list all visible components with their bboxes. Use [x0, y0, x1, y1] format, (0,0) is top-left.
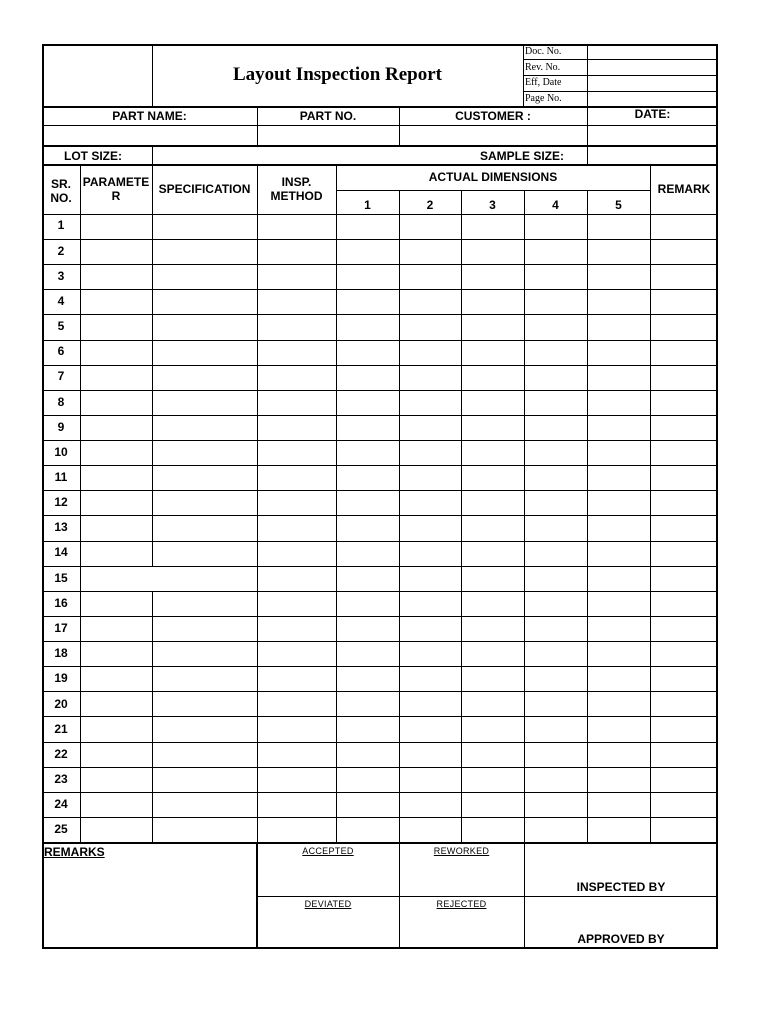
dim-col-1-header: 1 [364, 198, 371, 212]
col-line-spec [257, 165, 258, 949]
row-number: 2 [57, 244, 65, 258]
col-actual-dimensions-header: ACTUAL DIMENSIONS [428, 170, 558, 184]
col-insp-method-header [257, 175, 336, 203]
table-row-line [42, 490, 718, 491]
col-line-dim1 [399, 190, 400, 949]
date-field[interactable] [588, 126, 717, 145]
date-label: DATE: [634, 107, 671, 121]
row-number: 21 [54, 722, 68, 736]
remarks-field[interactable] [44, 862, 254, 947]
row-number: 15 [54, 571, 68, 585]
sample-size-field[interactable] [588, 147, 717, 164]
table-row-line [42, 591, 718, 592]
col-specification-header: SPECIFICATION [158, 182, 251, 196]
row-number: 22 [54, 747, 68, 761]
row-number: 14 [54, 545, 68, 559]
remarks-label: REMARKS [44, 845, 105, 859]
row-number: 7 [57, 369, 65, 383]
col-param-line1: PARAMETE [82, 175, 150, 189]
row-number: 1 [57, 218, 65, 232]
col-line-dim3 [524, 190, 525, 949]
table-row-line [42, 415, 718, 416]
table-row-line [42, 365, 718, 366]
meta-page-no-field[interactable] [588, 92, 717, 107]
meta-eff-date-field[interactable] [588, 76, 717, 91]
row-number: 20 [54, 697, 68, 711]
row-number: 12 [54, 495, 68, 509]
page-title: Layout Inspection Report [232, 64, 442, 85]
table-row-line [42, 716, 718, 717]
customer-label: CUSTOMER : [455, 109, 531, 123]
meta-doc-no-field[interactable] [588, 45, 717, 59]
sample-size-label: SAMPLE SIZE: [480, 149, 565, 163]
table-row-line [42, 566, 718, 567]
meta-rev-no-field[interactable] [588, 60, 717, 75]
lot-bottom-line [42, 164, 718, 166]
actual-dimensions-line [336, 190, 650, 191]
table-row-line [42, 289, 718, 290]
meta-rev-no-label: Rev. No. [525, 62, 561, 73]
col-line-dim4 [587, 190, 588, 843]
dim-col-2-header: 2 [426, 198, 434, 212]
table-row-line [42, 691, 718, 692]
rejected-label[interactable]: REJECTED [436, 899, 487, 909]
row-number: 13 [54, 520, 68, 534]
reworked-label[interactable]: REWORKED [433, 846, 490, 856]
table-row-line [42, 767, 718, 768]
row-number: 23 [54, 772, 68, 786]
dim-col-4-header: 4 [552, 198, 559, 212]
row-number: 8 [57, 395, 65, 409]
dim-col-3-header: 3 [489, 198, 496, 212]
meta-page-no-label: Page No. [525, 93, 562, 104]
col-insp-line1: INSP. [281, 175, 312, 189]
meta-eff-date-label: Eff, Date [525, 77, 562, 88]
col-line-dim2 [461, 190, 462, 843]
table-row-line [42, 541, 718, 542]
row-number: 11 [54, 470, 68, 484]
part-name-label: PART NAME: [112, 109, 187, 123]
lot-size-field[interactable] [153, 147, 473, 164]
col-remark-header: REMARK [657, 182, 711, 196]
row-number: 16 [54, 596, 68, 610]
table-row-line [42, 817, 718, 818]
row-number: 25 [54, 822, 68, 836]
row-number: 24 [54, 797, 68, 811]
row-number: 10 [54, 445, 68, 459]
accepted-label[interactable]: ACCEPTED [302, 846, 354, 856]
table-row-line [42, 792, 718, 793]
table-row-line [42, 616, 718, 617]
row-number: 19 [54, 671, 68, 685]
table-row-line [42, 314, 718, 315]
col-line-param-b [152, 591, 153, 843]
dim-col-5-header: 5 [615, 198, 622, 212]
approved-by-label: APPROVED BY [577, 932, 665, 946]
col-param-line2: R [111, 189, 121, 203]
col-sr-line1: SR. [50, 177, 71, 191]
row-number: 18 [54, 646, 68, 660]
table-row-line [42, 390, 718, 391]
row-number: 17 [54, 621, 68, 635]
inspected-by-label: INSPECTED BY [576, 880, 666, 894]
row-number: 5 [57, 319, 65, 333]
col-sr-header [42, 177, 80, 205]
row-number: 6 [57, 344, 65, 358]
table-row-line [42, 515, 718, 516]
deviated-label[interactable]: DEVIATED [304, 899, 352, 909]
col-parameter-header [80, 175, 152, 203]
table-row-line [42, 264, 718, 265]
part-name-field[interactable] [43, 126, 257, 145]
table-row-line [42, 440, 718, 441]
table-row-line [42, 742, 718, 743]
col-sr-line2: NO. [50, 191, 72, 205]
table-row-line [42, 239, 718, 240]
lot-size-label: LOT SIZE: [64, 149, 122, 163]
table-row-line [42, 465, 718, 466]
customer-field[interactable] [400, 126, 587, 145]
table-row-line [42, 340, 718, 341]
col-insp-line2: METHOD [270, 189, 323, 203]
part-no-label: PART NO. [299, 109, 357, 123]
row-number: 4 [57, 294, 65, 308]
row-number: 9 [57, 420, 65, 434]
table-row-line [42, 666, 718, 667]
table-header-bottom-line [42, 214, 718, 215]
part-no-field[interactable] [258, 126, 399, 145]
meta-doc-no-label: Doc. No. [525, 46, 562, 57]
row-number: 3 [57, 269, 65, 283]
table-row-line [42, 641, 718, 642]
